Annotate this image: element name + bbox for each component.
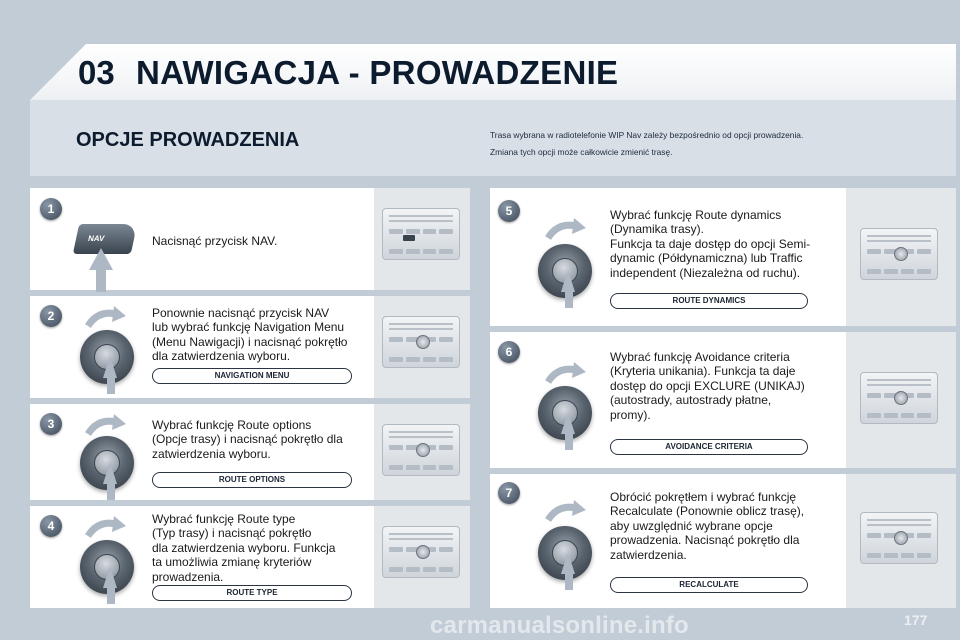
- step-text-1: [152, 234, 372, 248]
- step-line: Wybrać funkcję Route options: [152, 418, 312, 432]
- chapter-number: 03: [78, 54, 115, 91]
- knob-icon: [538, 386, 592, 440]
- page-title: NAWIGACJA - PROWADZENIE: [136, 54, 619, 91]
- step-line: aby uwzględnić wybrane opcje: [610, 518, 773, 533]
- step-line: (Dynamika trasy).: [610, 222, 705, 237]
- rotate-arrow-icon: [544, 500, 586, 524]
- rotate-arrow-icon: [544, 218, 586, 242]
- step-text-7: [610, 490, 836, 562]
- up-arrow-stem: [96, 268, 106, 292]
- step-line: prowadzenia.: [152, 569, 224, 584]
- radio-photo: [846, 474, 956, 608]
- rotate-arrow-icon: [544, 362, 586, 386]
- section-intro: [490, 127, 890, 161]
- step-line: dostęp do opcji EXCLURE (UNIKAJ): [610, 378, 805, 393]
- step-line: (Menu Nawigacji) i nacisnąć pokrętło: [152, 334, 348, 349]
- step-line: dynamic (Półdynamiczna) lub Traffic: [610, 251, 803, 266]
- knob-highlight: [894, 531, 908, 545]
- step-number-5: 5: [498, 200, 520, 222]
- menu-label-route-dynamics: ROUTE DYNAMICS: [610, 293, 808, 309]
- knob-highlight: [416, 335, 430, 349]
- menu-label-navigation-menu: NAVIGATION MENU: [152, 368, 352, 384]
- step-line: Wybrać funkcję Route dynamics: [610, 208, 782, 222]
- knob-highlight: [894, 391, 908, 405]
- rotate-arrow-icon: [84, 414, 126, 438]
- step-number-1: 1: [40, 198, 62, 220]
- step-line: Ponownie nacisnąć przycisk NAV: [152, 306, 330, 320]
- step-line: (autostrady, autostrady płatne,: [610, 393, 772, 408]
- step-line: (Typ trasy) i nacisnąć pokrętło: [152, 526, 312, 541]
- rotate-arrow-icon: [84, 306, 126, 330]
- step-line: lub wybrać funkcję Navigation Menu: [152, 320, 345, 335]
- menu-label-avoidance-criteria: AVOIDANCE CRITERIA: [610, 439, 808, 455]
- step-line: dla zatwierdzenia wyboru. Funkcja: [152, 540, 336, 555]
- radio-unit-image: [382, 424, 460, 476]
- step-line: prowadzenia. Nacisnąć pokrętło dla: [610, 533, 800, 548]
- knob-highlight: [416, 443, 430, 457]
- step-line: Recalculate (Ponownie oblicz trasę),: [610, 504, 805, 519]
- step-number-2: 2: [40, 305, 62, 327]
- step-line: dla zatwierdzenia wyboru.: [152, 349, 291, 364]
- nav-button-image: NAV: [73, 224, 137, 254]
- step-number-4: 4: [40, 515, 62, 537]
- step-line: (Opcje trasy) i nacisnąć pokrętło dla: [152, 432, 343, 447]
- step-text-3: [152, 418, 382, 461]
- rotate-arrow-icon: [84, 516, 126, 540]
- step-line: independent (Niezależna od ruchu).: [610, 265, 801, 280]
- watermark: carmanualsonline.info: [430, 612, 689, 639]
- intro-line: Zmiana tych opcji może całkowicie zmienić trasę.: [490, 147, 673, 157]
- step-line: zatwierdzenia wyboru.: [152, 446, 271, 461]
- knob-icon: [80, 436, 134, 490]
- radio-photo: [374, 506, 470, 608]
- knob-icon: [538, 526, 592, 580]
- step-number-7: 7: [498, 482, 520, 504]
- radio-photo: [846, 332, 956, 468]
- radio-unit-image: [860, 512, 938, 564]
- radio-photo: [374, 404, 470, 500]
- up-arrow-icon: [89, 248, 113, 270]
- menu-label-route-type: ROUTE TYPE: [152, 585, 352, 601]
- step-text-4: [152, 512, 382, 584]
- step-line: Wybrać funkcję Avoidance criteria: [610, 350, 790, 364]
- step-number-3: 3: [40, 413, 62, 435]
- radio-unit-image: [860, 228, 938, 280]
- nav-key-highlight: [403, 235, 415, 241]
- step-line: zatwierdzenia.: [610, 547, 687, 562]
- knob-icon: [80, 330, 134, 384]
- step-number-6: 6: [498, 341, 520, 363]
- menu-label-route-options: ROUTE OPTIONS: [152, 472, 352, 488]
- page-number: 177: [904, 612, 928, 628]
- radio-photo: [846, 188, 956, 326]
- intro-line: Trasa wybrana w radiotelefonie WIP Nav zależy bezpośrednio od opcji prowadzenia.: [490, 130, 804, 140]
- knob-icon: [538, 244, 592, 298]
- knob-icon: [80, 540, 134, 594]
- radio-photo: [374, 296, 470, 398]
- step-text-2: [152, 306, 382, 364]
- section-title: OPCJE PROWADZENIA: [76, 129, 300, 151]
- radio-photo: [374, 188, 470, 290]
- radio-unit-image: [382, 208, 460, 260]
- radio-unit-image: [382, 316, 460, 368]
- step-line: promy).: [610, 407, 651, 422]
- step-text-6: [610, 350, 836, 422]
- step-line: (Kryteria unikania). Funkcja ta daje: [610, 364, 796, 379]
- radio-unit-image: [382, 526, 460, 578]
- step-line: Wybrać funkcję Route type: [152, 512, 296, 526]
- radio-unit-image: [860, 372, 938, 424]
- menu-label-recalculate: RECALCULATE: [610, 577, 808, 593]
- step-line: Obrócić pokrętłem i wybrać funkcję: [610, 490, 797, 504]
- step-text-5: [610, 208, 836, 280]
- step-line: Funkcja ta daje dostęp do opcji Semi-: [610, 236, 811, 251]
- step-line: Nacisnąć przycisk NAV.: [152, 234, 278, 248]
- knob-highlight: [894, 247, 908, 261]
- knob-highlight: [416, 545, 430, 559]
- step-line: ta umożliwia zmianę kryteriów: [152, 555, 312, 570]
